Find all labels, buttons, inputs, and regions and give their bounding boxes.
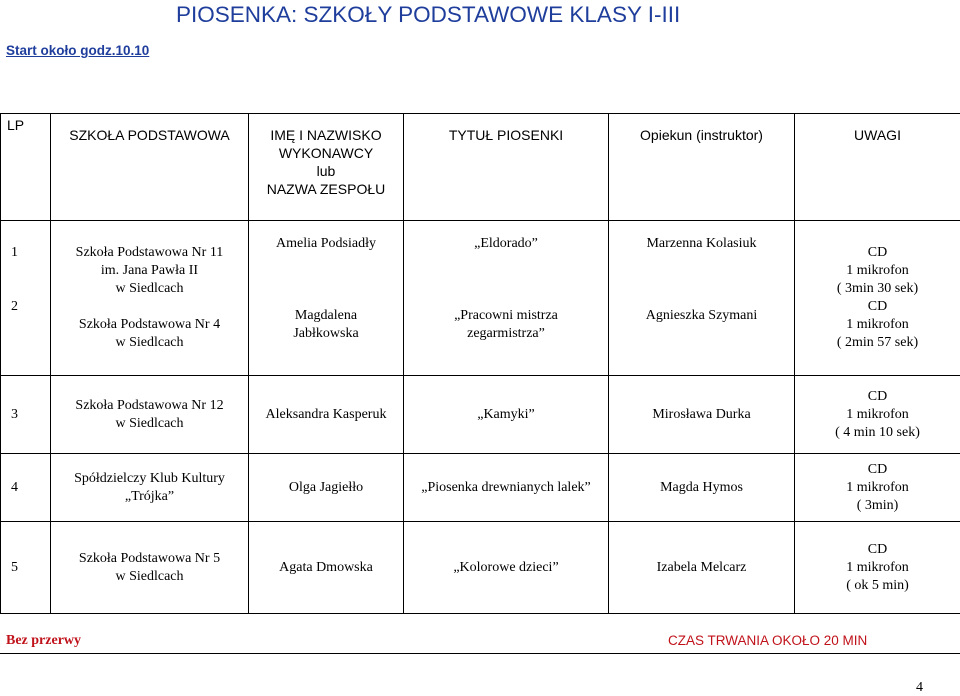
row-lp: 3	[1, 376, 51, 454]
row-tutor: Mirosława Durka	[609, 376, 795, 454]
row-school: Szkoła Podstawowa Nr 11 im. Jana Pawła II w Siedlcach Szkoła Podstawowa Nr 4 w Siedlcach	[51, 221, 249, 376]
table-header-row	[1, 114, 960, 221]
row-tutor: Izabela Melcarz	[609, 522, 795, 614]
row-performer: Amelia Podsiadły Magdalena Jabłkowska	[249, 221, 404, 376]
row-lp: 5	[1, 522, 51, 614]
row-song: „Eldorado” „Pracowni mistrza zegarmistrza”	[404, 221, 609, 376]
start-time: Start około godz.10.10	[6, 43, 150, 58]
row-song: „Kamyki”	[404, 376, 609, 454]
row-lp: 1 2	[1, 221, 51, 376]
schedule-table	[0, 113, 960, 614]
row-school: Spółdzielczy Klub Kultury „Trójka”	[51, 454, 249, 522]
header-performer: IMĘ I NAZWISKO WYKONAWCY lub NAZWA ZESPOŁU	[249, 114, 404, 221]
row-tutor: Magda Hymos	[609, 454, 795, 522]
table-row	[1, 221, 960, 376]
row-tutor: Marzenna Kolasiuk Agnieszka Szymani	[609, 221, 795, 376]
header-tutor: Opiekun (instruktor)	[609, 114, 795, 221]
duration-note: CZAS TRWANIA OKOŁO 20 MIN	[668, 633, 868, 648]
footer-divider	[0, 653, 960, 654]
row-notes: CD 1 mikrofon ( 3min)	[795, 454, 960, 522]
row-performer: Aleksandra Kasperuk	[249, 376, 404, 454]
table-row	[1, 376, 960, 454]
row-notes: CD 1 mikrofon ( 4 min 10 sek)	[795, 376, 960, 454]
row-notes: CD 1 mikrofon ( 3min 30 sek) CD 1 mikrofon ( 2min 57 sek)	[795, 221, 960, 376]
table-row	[1, 454, 960, 522]
row-song: „Piosenka drewnianych lalek”	[404, 454, 609, 522]
header-notes: UWAGI	[795, 114, 960, 221]
row-lp: 4	[1, 454, 51, 522]
row-performer: Agata Dmowska	[249, 522, 404, 614]
row-notes: CD 1 mikrofon ( ok 5 min)	[795, 522, 960, 614]
row-song: „Kolorowe dzieci”	[404, 522, 609, 614]
row-performer: Olga Jagiełło	[249, 454, 404, 522]
header-school: SZKOŁA PODSTAWOWA	[51, 114, 249, 221]
header-song: TYTUŁ PIOSENKI	[404, 114, 609, 221]
no-break-note: Bez przerwy	[6, 633, 82, 648]
row-school: Szkoła Podstawowa Nr 5 w Siedlcach	[51, 522, 249, 614]
page-title: PIOSENKA: SZKOŁY PODSTAWOWE KLASY I-III	[176, 2, 681, 27]
table-row	[1, 522, 960, 614]
header-lp: LP	[1, 114, 51, 221]
row-school: Szkoła Podstawowa Nr 12 w Siedlcach	[51, 376, 249, 454]
page-number: 4	[916, 680, 923, 695]
